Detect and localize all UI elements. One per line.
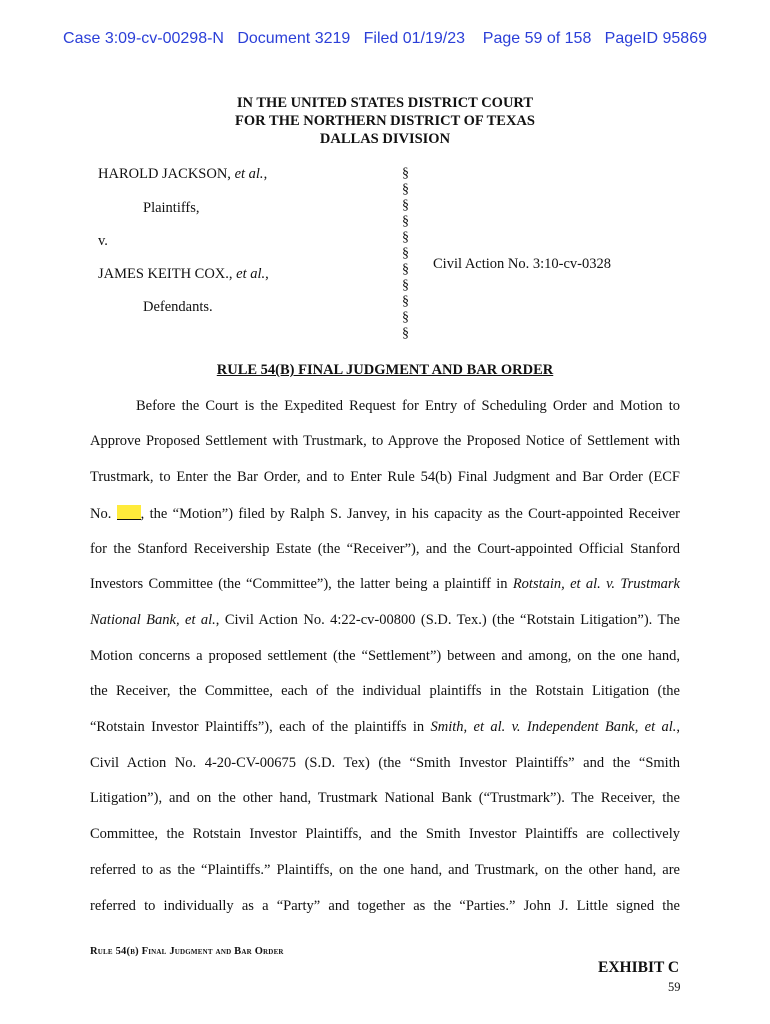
body-line <box>90 505 680 523</box>
body-text: , the “Motion”) filed by Ralph S. Janvey, in his capacity as the Court-appointed Receiver <box>140 506 680 522</box>
section-mark: § <box>402 214 409 229</box>
body-line: Committee, the Rotstain Investor Plaintiffs, and the Smith Investor Plaintiffs are collectively <box>90 826 680 842</box>
body-text: , <box>676 719 680 735</box>
defendant-name: JAMES KEITH COX., <box>98 266 237 282</box>
defendant-comma: , <box>265 266 269 282</box>
section-mark: § <box>402 166 409 181</box>
body-line: for the Stanford Receivership Estate (the “Receiver”), and the Court-appointed Official Stanford <box>90 541 680 557</box>
body-line: Motion concerns a proposed settlement (the “Settlement”) between and among, on the one hand, <box>90 648 680 664</box>
body-line: referred to as the “Plaintiffs.” Plaintiffs, on the one hand, and Trustmark, on the other hand, are <box>90 862 680 878</box>
section-mark: § <box>402 182 409 197</box>
versus-label: v. <box>98 233 108 249</box>
body-line: Approve Proposed Settlement with Trustmark, to Approve the Proposed Notice of Settlement with <box>90 433 680 449</box>
plaintiff-party <box>98 166 267 183</box>
ecf-number-highlight <box>117 505 141 520</box>
case-name-italic: National Bank, et al. <box>90 612 216 628</box>
court-heading-line-2: FOR THE NORTHERN DISTRICT OF TEXAS <box>235 113 535 129</box>
body-line: Trustmark, to Enter the Bar Order, and to Enter Rule 54(b) Final Judgment and Bar Order (ECF <box>90 469 680 485</box>
plaintiff-etal: et al. <box>234 166 264 182</box>
exhibit-label: EXHIBIT C <box>598 959 680 976</box>
civil-action-number: Civil Action No. 3:10-cv-0328 <box>433 256 612 272</box>
page-footer-title: Rule 54(b) Final Judgment and Bar Order <box>90 946 284 957</box>
plaintiff-name: HAROLD JACKSON, <box>98 166 235 182</box>
section-mark: § <box>402 246 409 261</box>
body-text: “Rotstain Investor Plaintiffs”), each of the plaintiffs in <box>90 719 431 735</box>
case-name-italic: Rotstain, et al. v. Trustmark <box>512 576 680 592</box>
defendants-label: Defendants. <box>143 299 213 315</box>
body-line: referred to individually as a “Party” and together as the “Parties.” John J. Little signed the <box>90 898 680 914</box>
plaintiff-comma: , <box>263 166 268 182</box>
section-mark: § <box>402 294 409 309</box>
section-mark: § <box>402 326 409 341</box>
case-name-italic: Smith, et al. v. Independent Bank, et al. <box>430 719 677 735</box>
body-line: Litigation”), and on the other hand, Trustmark National Bank (“Trustmark”). The Receiver, the <box>90 790 680 806</box>
body-line <box>90 576 680 593</box>
body-line <box>136 398 680 415</box>
section-mark: § <box>402 198 409 213</box>
body-line <box>90 719 680 736</box>
defendant-etal: et al. <box>236 266 266 282</box>
defendant-party <box>98 266 269 283</box>
filing-stamp-header: Case 3:09-cv-00298-N Document 3219 Filed 01/19/23 Page 59 of 158 PageID 95869 <box>63 30 707 47</box>
court-heading-line-3: DALLAS DIVISION <box>319 131 451 147</box>
section-mark: § <box>402 230 409 245</box>
plaintiffs-label: Plaintiffs, <box>143 200 200 216</box>
court-heading-line-1: IN THE UNITED STATES DISTRICT COURT <box>236 95 534 111</box>
body-line: Civil Action No. 4-20-CV-00675 (S.D. Tex) (the “Smith Investor Plaintiffs” and the “Smith <box>90 755 680 771</box>
body-text: Before the Court is the Expedited Request for Entry of Scheduling Order and Motion to <box>136 398 680 414</box>
body-text: Investors Committee (the “Committee”), the latter being a plaintiff in <box>90 576 513 592</box>
document-title: RULE 54(B) FINAL JUDGMENT AND BAR ORDER <box>216 362 554 378</box>
page-number: 59 <box>668 980 681 994</box>
body-line: the Receiver, the Committee, each of the individual plaintiffs in the Rotstain Litigation (the <box>90 683 680 699</box>
court-heading <box>0 94 770 148</box>
body-text: No. <box>90 506 117 522</box>
body-text: , Civil Action No. 4:22-cv-00800 (S.D. Tex.) (the “Rotstain Litigation”). The <box>215 612 680 628</box>
section-mark: § <box>402 278 409 293</box>
section-mark: § <box>402 310 409 325</box>
body-line <box>90 612 680 629</box>
section-mark: § <box>402 262 409 277</box>
